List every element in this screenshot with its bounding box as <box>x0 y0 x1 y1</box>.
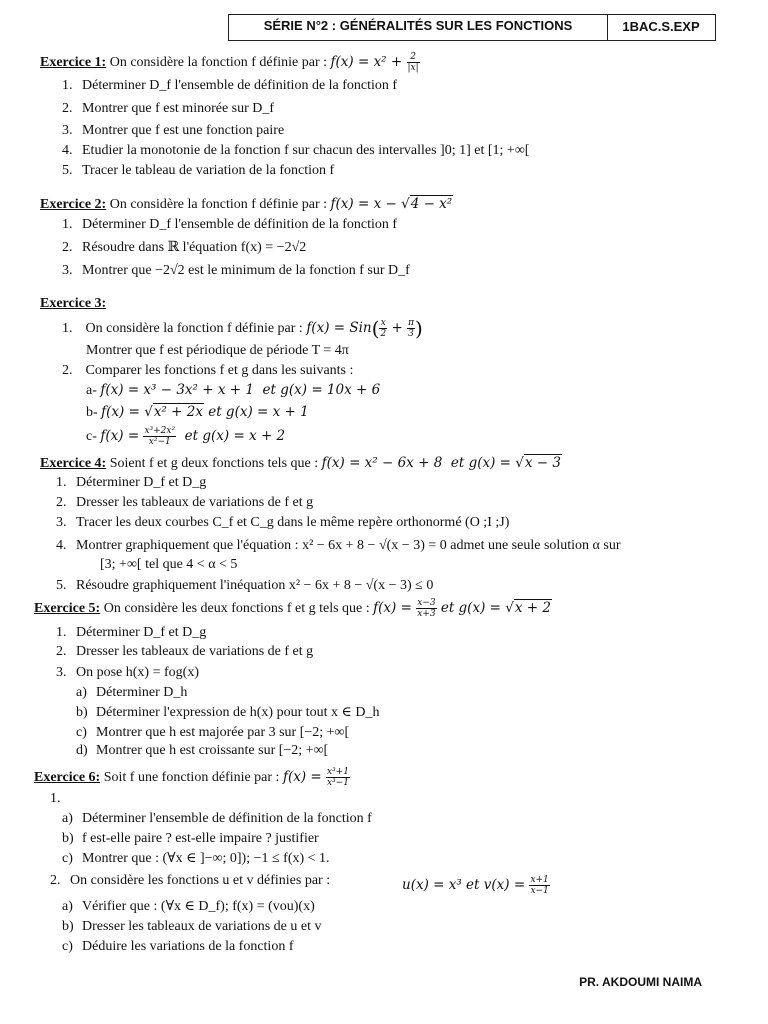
ex3-heading <box>40 295 106 313</box>
ex3-title: Exercice 3: <box>40 296 107 311</box>
ex5-intro: On considère les deux fonctions f et g tels que : <box>103 601 370 616</box>
ex5-item: b) Déterminer l'expression de h(x) pour tout x ∈ D_h <box>76 705 380 720</box>
ex5-heading <box>34 598 552 619</box>
ex4-title: Exercice 4: <box>40 456 107 471</box>
ex4-item: 2. Dresser les tableaux de variations de f et g <box>56 495 314 510</box>
ex6-item: a) Déterminer l'ensemble de définition de la fonction f <box>62 811 372 826</box>
ex4-item: 4. Montrer graphiquement que l'équation : x² − 6x + 8 − √(x − 3) = 0 admet une seule solution α sur <box>56 538 621 553</box>
ex6-item: b) Dresser les tableaux de variations de u et v <box>62 919 322 934</box>
ex1-item: 1. Déterminer D_f l'ensemble de définition de la fonction f <box>62 78 398 93</box>
ex6-item: c) Déduire les variations de la fonction f <box>62 939 294 954</box>
ex1-item: 3. Montrer que f est une fonction paire <box>62 123 285 138</box>
ex1-item: 5. Tracer le tableau de variation de la fonction f <box>62 163 335 178</box>
ex5-item: 2. Dresser les tableaux de variations de f et g <box>56 644 314 659</box>
author: PR. AKDOUMI NAIMA <box>579 975 702 989</box>
ex5-item: c) Montrer que h est majorée par 3 sur [−2; +∞[ <box>76 725 350 740</box>
ex2-title: Exercice 2: <box>40 197 107 212</box>
ex1-intro: On considère la fonction f définie par : <box>109 55 328 70</box>
ex3-item-2: 2. Comparer les fonctions f et g dans les suivants : <box>62 363 354 378</box>
ex2-item: 2. Résoudre dans ℝ l'équation f(x) = −2√2 <box>62 240 307 255</box>
ex4-formula: f(x) = x² − 6x + 8 et g(x) = √x − 3 <box>321 455 561 471</box>
ex2-heading <box>40 195 453 214</box>
ex1-formula: f(x) = x² + $\frac{2}{|x|}$ <box>330 52 419 73</box>
ex3-formula-f: f(x) = Sin( $\frac{x}{2}$ + $\frac{\pi}{3}$ ) <box>306 316 423 341</box>
class-label: 1BAC.S.EXP <box>622 19 700 34</box>
ex5-item: 3. On pose h(x) = fog(x) <box>56 665 199 680</box>
ex6-heading <box>34 767 350 788</box>
ex3-item-1-line2: Montrer que f est périodique de période T = 4π <box>86 343 349 358</box>
ex2-item: 3. Montrer que −2√2 est le minimum de la fonction f sur D_f <box>62 263 410 278</box>
ex2-intro: On considère la fonction f définie par : <box>109 197 328 212</box>
ex1-title: Exercice 1: <box>40 55 107 70</box>
ex3-item-1: 1. On considère la fonction f définie par : f(x) = Sin( $\frac{x}{2}$ + $\frac{\pi}{3}$ ) <box>62 316 423 341</box>
ex5-title: Exercice 5: <box>34 601 101 616</box>
ex6-item: a) Vérifier que : (∀x ∈ D_f); f(x) = (vou)(x) <box>62 899 315 914</box>
ex6-item: 2. On considère les fonctions u et v définies par : <box>50 873 331 888</box>
ex4-heading <box>40 454 562 473</box>
page-header <box>228 14 716 41</box>
ex6-item: c) Montrer que : (∀x ∈ ]−∞; 0]); −1 ≤ f(x) < 1. <box>62 851 330 866</box>
ex5-item: 1. Déterminer D_f et D_g <box>56 625 207 640</box>
ex6-item: 1. <box>50 791 61 806</box>
ex3-case-b: b- f(x) = √x² + 2x et g(x) = x + 1 <box>86 404 309 420</box>
ex4-item: 5. Résoudre graphiquement l'inéquation x² − 6x + 8 − √(x − 3) ≤ 0 <box>56 578 434 593</box>
ex6-uv-formula: u(x) = x³ et v(x) = $\frac{x+1}{x-1}$ <box>402 875 549 896</box>
ex3-case-a: a- f(x) = x³ − 3x² + x + 1 et g(x) = 10x + 6 <box>86 382 381 398</box>
ex5-formula: f(x) = $\frac{x-3}{x+3}$ et g(x) = √x + 2 <box>373 598 551 619</box>
ex5-item: d) Montrer que h est croissante sur [−2; +∞[ <box>76 743 329 758</box>
ex6-item: b) f est-elle paire ? est-elle impaire ? justifier <box>62 831 319 846</box>
ex4-item: 3. Tracer les deux courbes C_f et C_g dans le même repère orthonormé (O ;I ;J) <box>56 515 510 530</box>
ex4-item: [3; +∞[ tel que 4 < α < 5 <box>100 557 238 572</box>
ex4-item: 1. Déterminer D_f et D_g <box>56 475 207 490</box>
ex4-intro: Soient f et g deux fonctions tels que : <box>109 456 319 471</box>
ex3-case-c: c- f(x) = $\frac{\text{x³+2x²}}{\text{x²−1}}$ et g(x) = x + 2 <box>86 426 286 447</box>
series-title: SÉRIE N°2 : GÉNÉRALITÉS SUR LES FONCTIONS <box>263 18 573 33</box>
ex2-formula: f(x) = x − √4 − x² <box>330 196 453 212</box>
ex1-heading <box>40 52 420 73</box>
ex1-item: 4. Etudier la monotonie de la fonction f sur chacun des intervalles ]0; 1] et [1; +∞[ <box>62 143 530 158</box>
ex2-item: 1. Déterminer D_f l'ensemble de définition de la fonction f <box>62 217 398 232</box>
ex6-title: Exercice 6: <box>34 770 101 785</box>
ex1-item: 2. Montrer que f est minorée sur D_f <box>62 101 275 116</box>
ex5-item: a) Déterminer D_h <box>76 685 188 700</box>
ex6-formula: f(x) = $\frac{\text{x³+1}}{\text{x³−1}}$ <box>282 767 349 788</box>
ex6-intro: Soit f une fonction définie par : <box>103 770 280 785</box>
